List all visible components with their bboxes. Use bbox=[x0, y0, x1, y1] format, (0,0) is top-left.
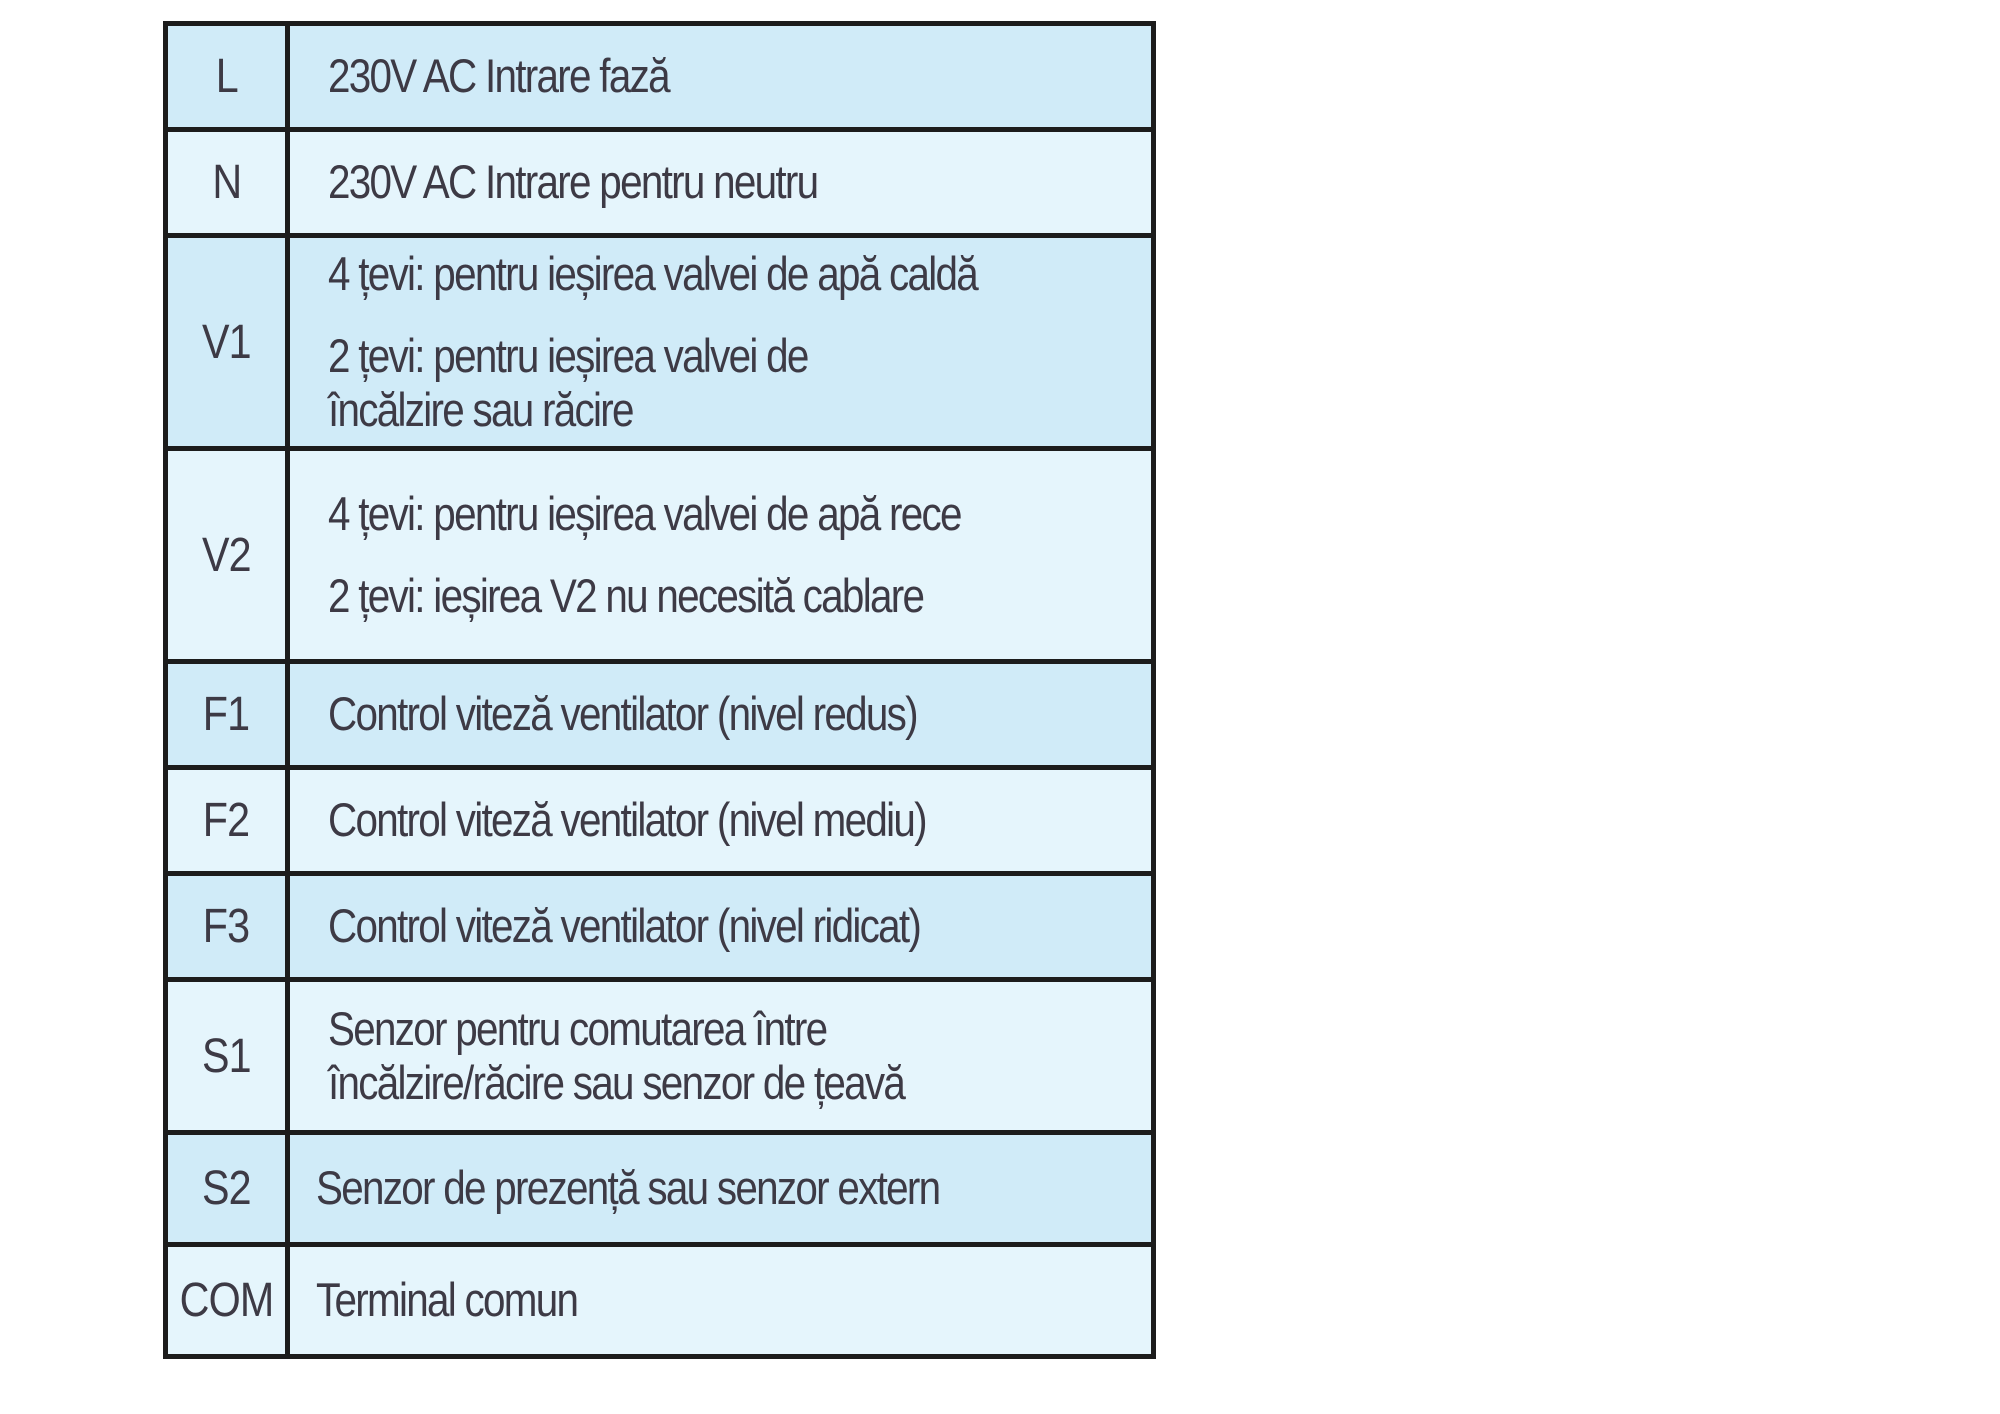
terminal-description: Control viteză ventilator (nivel mediu) bbox=[288, 768, 1154, 874]
table-row bbox=[166, 1245, 1154, 1357]
terminal-description: 4 țevi: pentru ieșirea valvei de apă rece 2 țevi: ieșirea V2 nu necesită cablare bbox=[288, 449, 1154, 662]
terminal-description: Control viteză ventilator (nivel redus) bbox=[288, 662, 1154, 768]
terminal-code: COM bbox=[166, 1245, 288, 1357]
table-row bbox=[166, 662, 1154, 768]
table-row bbox=[166, 24, 1154, 130]
terminal-description: Senzor pentru comutarea între încălzire/răcire sau senzor de țeavă bbox=[288, 980, 1154, 1133]
terminal-table bbox=[163, 21, 1156, 1359]
terminal-code: N bbox=[166, 130, 288, 236]
terminal-description: 230V AC Intrare pentru neutru bbox=[288, 130, 1154, 236]
table-row bbox=[166, 874, 1154, 980]
terminal-code: S2 bbox=[166, 1133, 288, 1245]
terminal-code: L bbox=[166, 24, 288, 130]
terminal-code: F1 bbox=[166, 662, 288, 768]
terminal-description: Terminal comun bbox=[288, 1245, 1154, 1357]
terminal-description: 230V AC Intrare fază bbox=[288, 24, 1154, 130]
terminal-code: S1 bbox=[166, 980, 288, 1133]
terminal-description: Control viteză ventilator (nivel ridicat) bbox=[288, 874, 1154, 980]
terminal-code: F2 bbox=[166, 768, 288, 874]
table-row bbox=[166, 1133, 1154, 1245]
table-row bbox=[166, 980, 1154, 1133]
table-row bbox=[166, 130, 1154, 236]
terminal-code: F3 bbox=[166, 874, 288, 980]
terminal-description: Senzor de prezență sau senzor extern bbox=[288, 1133, 1154, 1245]
table-row bbox=[166, 236, 1154, 449]
terminal-code: V1 bbox=[166, 236, 288, 449]
table-row bbox=[166, 768, 1154, 874]
table-row bbox=[166, 449, 1154, 662]
terminal-description: 4 țevi: pentru ieșirea valvei de apă caldă 2 țevi: pentru ieșirea valvei de încălzire sau răcire bbox=[288, 236, 1154, 449]
terminal-code: V2 bbox=[166, 449, 288, 662]
